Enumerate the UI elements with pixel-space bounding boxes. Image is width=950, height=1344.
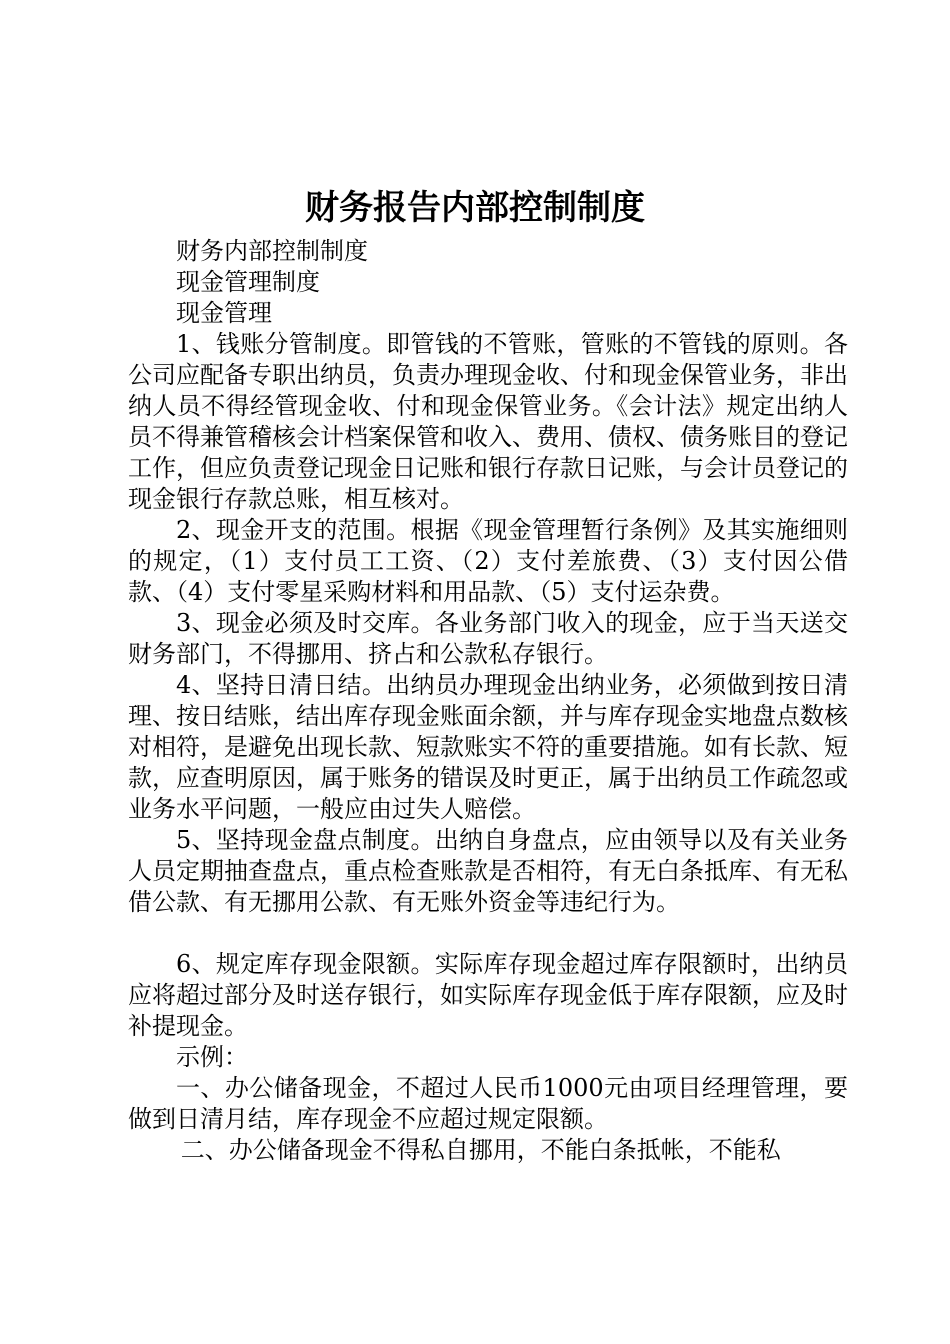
- heading-finance-internal-control: 财务内部控制制度: [176, 237, 368, 265]
- rule-6-paragraph: 6、规定库存现金限额。实际库存现金超过库存限额时，出纳员应将超过部分及时送存银行，如实际库存现金低于库存限额，应及时补提现金。: [128, 950, 848, 1040]
- example-item-2: 二、办公储备现金不得私自挪用，不能白条抵帐，不能私: [180, 1136, 781, 1164]
- heading-cash-management-system: 现金管理制度: [176, 268, 320, 296]
- rule-1-paragraph: 1、钱账分管制度。即管钱的不管账，管账的不管钱的原则。各公司应配备专职出纳员，负责办理现金收、付和现金保管业务，非出纳人员不得经管现金收、付和现金保管业务。《会计法》规定出纳人员不得兼管稽核会计档案保管和收入、费用、债权、债务账目的登记工作，但应负责登记现金日记账和银行存款日记账，与会计员登记的现金银行存款总账，相互核对。: [128, 330, 848, 513]
- rule-3-paragraph: 3、现金必须及时交库。各业务部门收入的现金，应于当天送交财务部门，不得挪用、挤占和公款私存银行。: [128, 609, 848, 668]
- document-body: [128, 236, 848, 1166]
- example-item-1: 一、办公储备现金，不超过人民币1000元由项目经理管理，要做到日清月结，库存现金不应超过规定限额。: [128, 1074, 848, 1133]
- heading-cash-management: 现金管理: [176, 299, 272, 327]
- example-label: 示例：: [176, 1043, 248, 1071]
- document-title: 财务报告内部控制制度: [305, 188, 645, 228]
- rule-2-paragraph: 2、现金开支的范围。根据《现金管理暂行条例》及其实施细则的规定，（1）支付员工工资、（2）支付差旅费、（3）支付因公借款、（4）支付零星采购材料和用品款、（5）支付运杂费。: [128, 516, 848, 606]
- rule-5-paragraph: 5、坚持现金盘点制度。出纳自身盘点，应由领导以及有关业务人员定期抽查盘点，重点检查账款是否相符，有无白条抵库、有无私借公款、有无挪用公款、有无账外资金等违纪行为。: [128, 826, 848, 916]
- rule-4-paragraph: 4、坚持日清日结。出纳员办理现金出纳业务，必须做到按日清理、按日结账，结出库存现金账面余额，并与库存现金实地盘点数核对相符，是避免出现长款、短款账实不符的重要措施。如有长款、短款，应查明原因，属于账务的错误及时更正，属于出纳员工作疏忽或业务水平问题，一般应由过失人赔偿。: [128, 671, 848, 823]
